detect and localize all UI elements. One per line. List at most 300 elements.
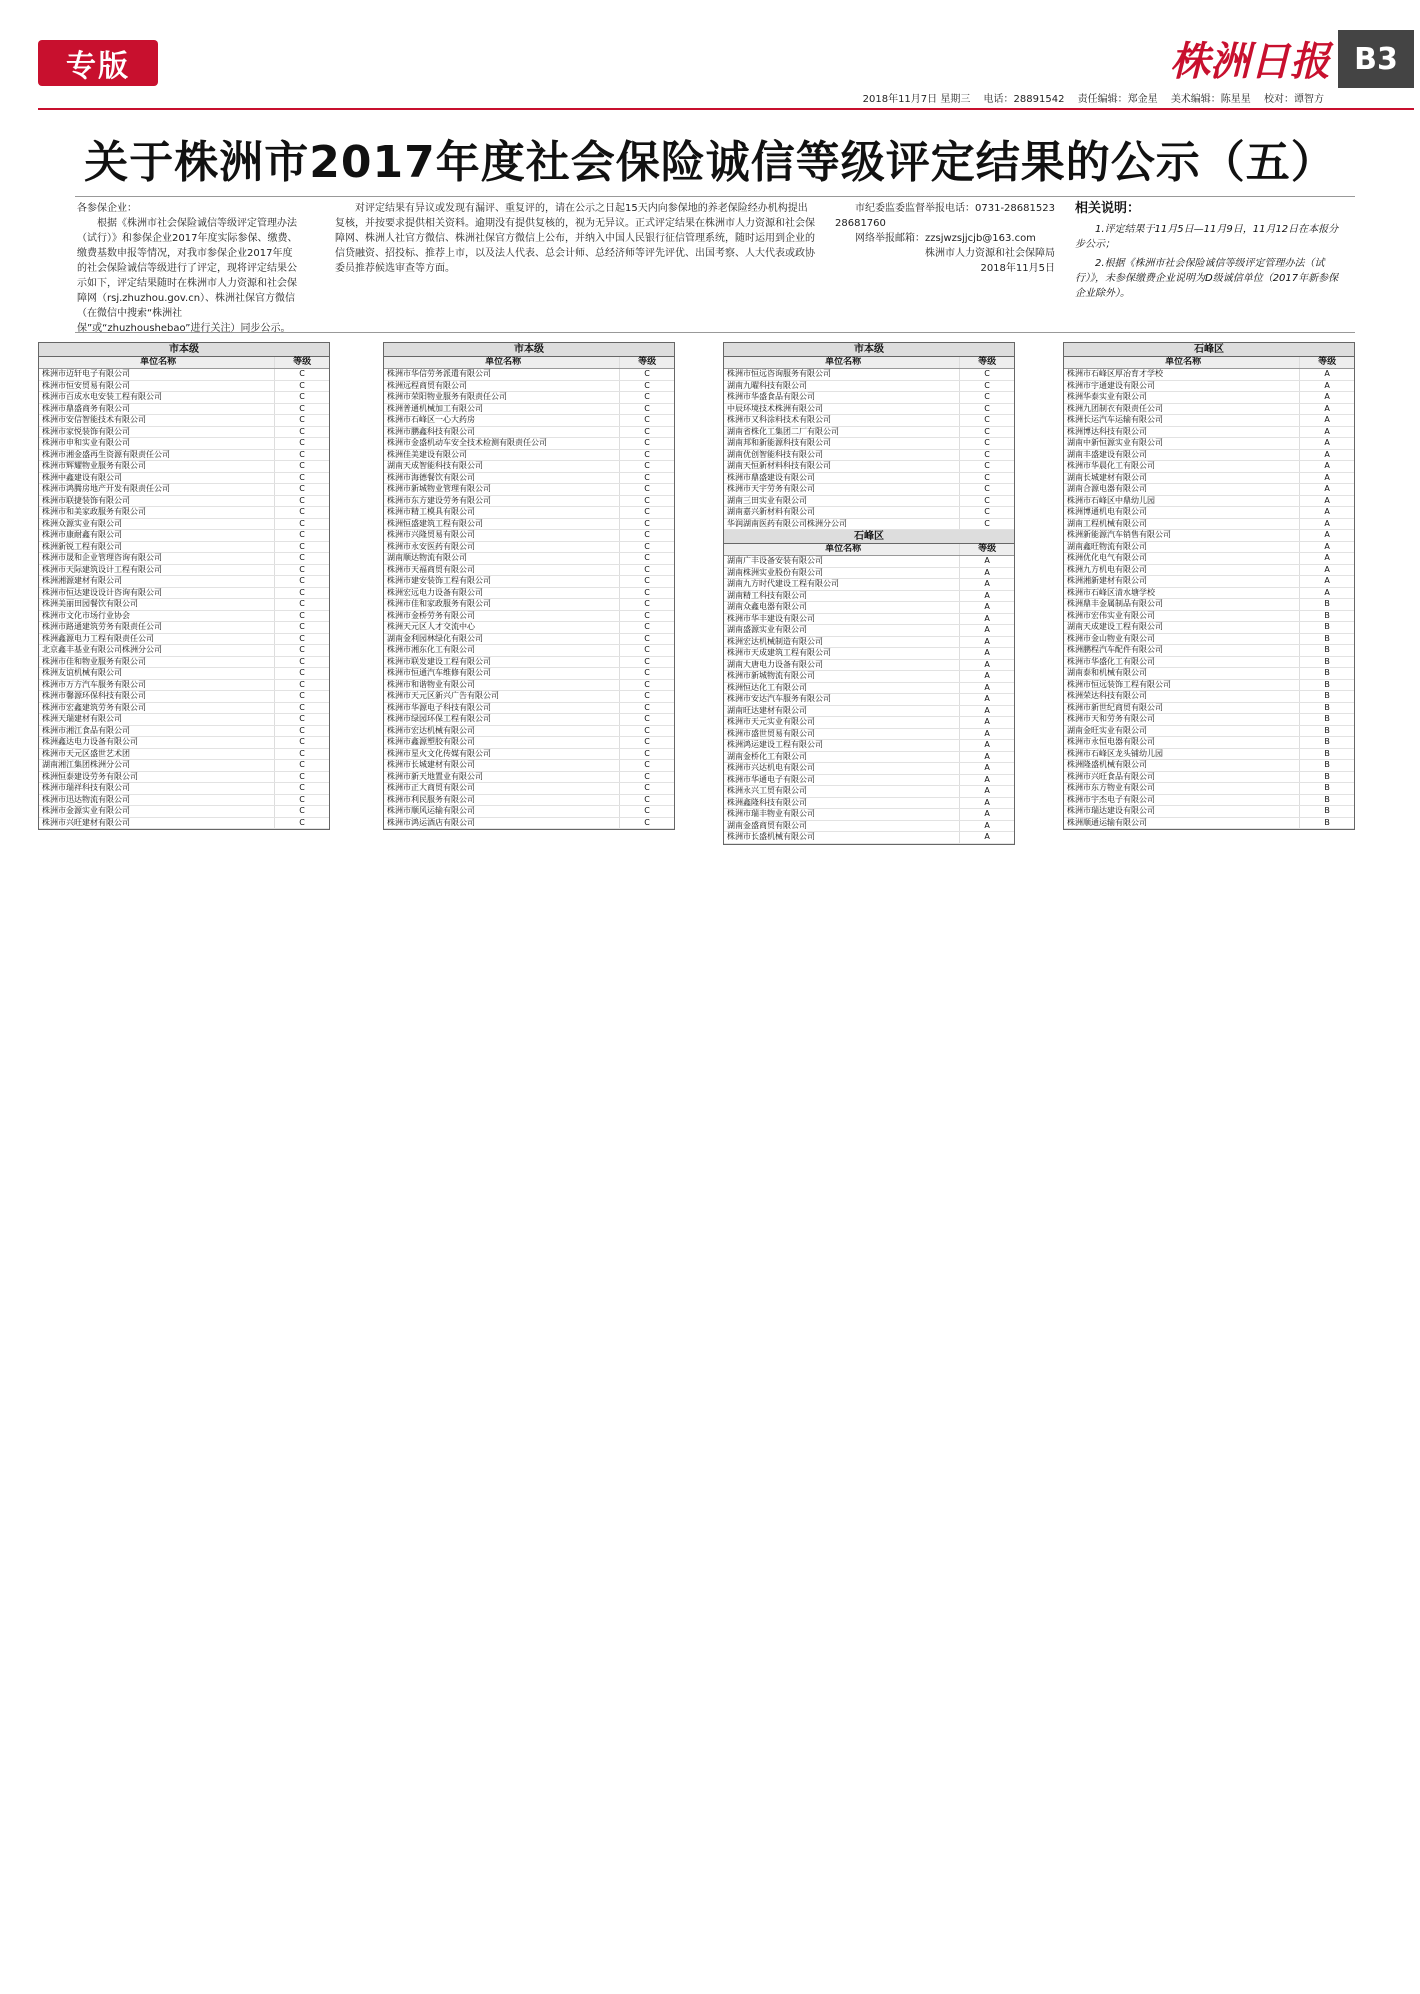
unit-name: 湖南合源电器有限公司 [1067, 484, 1147, 493]
unit-grade: B [1299, 599, 1354, 610]
unit-name: 株洲市佳和家政服务有限公司 [387, 599, 491, 608]
table-row [724, 614, 1014, 626]
unit-grade: C [619, 806, 674, 817]
unit-name: 株洲市宏达机械有限公司 [387, 725, 475, 735]
grade-table-column [723, 342, 1015, 845]
unit-name: 株洲宏达机械制造有限公司 [727, 636, 823, 646]
intro-section [75, 196, 1355, 333]
unit-grade: A [1299, 496, 1354, 507]
unit-name: 株洲市鑫源塑胶有限公司 [387, 737, 475, 746]
table-row [724, 473, 1014, 485]
table-row [1064, 795, 1354, 807]
unit-grade: C [959, 438, 1014, 449]
table-row [1064, 576, 1354, 588]
unit-grade: B [1299, 806, 1354, 817]
unit-name: 株洲市石峰区一心大药房 [387, 415, 475, 424]
table-row [1064, 588, 1354, 600]
unit-name: 株洲市金山物业有限公司 [1067, 633, 1155, 643]
unit-name: 株洲市华盛食品有限公司 [727, 392, 815, 401]
unit-name: 株洲市兴旺食品有限公司 [1067, 771, 1155, 781]
unit-grade: A [959, 568, 1014, 579]
table-row [1064, 634, 1354, 646]
unit-grade: A [959, 579, 1014, 590]
table-row [724, 694, 1014, 706]
table-row [724, 427, 1014, 439]
region-title: 市本级 [384, 343, 674, 357]
unit-grade: C [619, 703, 674, 714]
unit-name: 株洲市湘金盛再生资源有限责任公司 [42, 449, 170, 459]
unit-name: 株洲市天元区新兴广告有限公司 [387, 691, 499, 700]
table-row [384, 450, 674, 462]
unit-name: 株洲湘源建材有限公司 [42, 576, 122, 585]
table-header [39, 357, 329, 369]
unit-grade: C [274, 438, 329, 449]
unit-grade: A [959, 648, 1014, 659]
unit-name: 株洲市湘东化工有限公司 [387, 645, 475, 654]
unit-grade: A [1299, 392, 1354, 403]
unit-grade: C [959, 484, 1014, 495]
unit-name: 株洲市兴隆贸易有限公司 [387, 530, 475, 539]
unit-grade: C [274, 691, 329, 702]
section-badge: 专版 [38, 40, 158, 86]
table-row [724, 625, 1014, 637]
unit-name: 湖南丰盛建设有限公司 [1067, 449, 1147, 459]
region-title: 市本级 [39, 343, 329, 357]
page-header [0, 0, 1420, 115]
unit-grade: C [619, 645, 674, 656]
unit-name: 湖南顺达物流有限公司 [387, 553, 467, 562]
unit-grade: C [619, 691, 674, 702]
unit-name: 株洲天元区人才交流中心 [387, 622, 475, 631]
unit-name: 株洲市新城物业管理有限公司 [387, 484, 491, 493]
table-row [724, 729, 1014, 741]
unit-grade: C [274, 473, 329, 484]
unit-name: 湖南鑫旺物流有限公司 [1067, 541, 1147, 551]
table-row [1064, 760, 1354, 772]
table-row [1064, 737, 1354, 749]
unit-name: 株洲市安信智能技术有限公司 [42, 415, 146, 424]
table-row [39, 818, 329, 830]
header-grade: 等级 [959, 357, 1014, 368]
unit-grade: B [1299, 611, 1354, 622]
unit-grade: C [274, 714, 329, 725]
unit-grade: B [1299, 760, 1354, 771]
unit-grade: C [619, 484, 674, 495]
unit-name: 株洲市宇杰电子有限公司 [1067, 794, 1155, 804]
unit-name: 湖南精工科技有限公司 [727, 590, 807, 600]
unit-name: 株洲市新世纪商贸有限公司 [1067, 702, 1163, 712]
unit-grade: B [1299, 726, 1354, 737]
table-row [1064, 668, 1354, 680]
unit-grade: B [1299, 634, 1354, 645]
salutation: 各参保企业： [77, 203, 137, 214]
table-row [1064, 622, 1354, 634]
table-row [724, 381, 1014, 393]
table-row [384, 530, 674, 542]
unit-name: 湖南金桥化工有限公司 [727, 751, 807, 761]
table-row [1064, 726, 1354, 738]
header-grade: 等级 [1299, 357, 1354, 368]
table-row [1064, 749, 1354, 761]
unit-grade: A [1299, 461, 1354, 472]
issue-date: 2018年11月7日 星期三 [862, 94, 971, 105]
intro-column-1 [77, 201, 302, 336]
unit-grade: C [619, 404, 674, 415]
table-row [1064, 599, 1354, 611]
grade-table-column [1063, 342, 1355, 830]
unit-grade: C [619, 553, 674, 564]
unit-name: 株洲新能源汽车销售有限公司 [1067, 530, 1171, 539]
unit-name: 株洲市安达汽车服务有限公司 [727, 694, 831, 703]
table-row [39, 450, 329, 462]
unit-grade: C [274, 507, 329, 518]
unit-name: 株洲市金源实业有限公司 [42, 806, 130, 815]
table-row [724, 798, 1014, 810]
table-row [384, 726, 674, 738]
unit-name: 株洲华泰实业有限公司 [1067, 392, 1147, 401]
unit-grade: C [274, 760, 329, 771]
editor: 责任编辑：郑金星 [1077, 94, 1158, 105]
unit-grade: C [619, 772, 674, 783]
table-row [1064, 450, 1354, 462]
unit-grade: C [619, 565, 674, 576]
unit-name: 株洲市宏伟实业有限公司 [1067, 610, 1155, 620]
table-row [39, 461, 329, 473]
unit-name: 株洲市天成建筑工程有限公司 [727, 648, 831, 657]
unit-name: 株洲市宏鑫建筑劳务有限公司 [42, 702, 146, 712]
unit-grade: C [959, 427, 1014, 438]
table-row [384, 657, 674, 669]
unit-name: 株洲鑫达电力设备有限公司 [42, 737, 138, 746]
table-row [724, 579, 1014, 591]
unit-grade: C [274, 392, 329, 403]
table-row [724, 450, 1014, 462]
table-row [384, 737, 674, 749]
unit-name: 湖南泰和机械有限公司 [1067, 668, 1147, 677]
table-row [384, 680, 674, 692]
table-row [724, 648, 1014, 660]
signer: 株洲市人力资源和社会保障局 [925, 248, 1055, 259]
intro-column-3 [835, 201, 1055, 276]
table-row [39, 496, 329, 508]
unit-name: 株洲市华丰建设有限公司 [727, 613, 815, 623]
unit-grade: C [274, 496, 329, 507]
unit-name: 湖南省株化工集团二厂有限公司 [727, 426, 839, 436]
table-row [724, 809, 1014, 821]
table-row [384, 542, 674, 554]
table-row [724, 484, 1014, 496]
table-row [724, 415, 1014, 427]
unit-grade: B [1299, 714, 1354, 725]
unit-grade: C [619, 519, 674, 530]
table-row [1064, 461, 1354, 473]
table-row [384, 772, 674, 784]
table-row [1064, 657, 1354, 669]
unit-grade: A [1299, 427, 1354, 438]
table-row [39, 680, 329, 692]
unit-name: 湖南金盛商贸有限公司 [727, 820, 807, 830]
table-row [39, 369, 329, 381]
unit-grade: C [274, 680, 329, 691]
unit-grade: C [959, 404, 1014, 415]
unit-name: 株洲市天和劳务有限公司 [1067, 714, 1155, 723]
unit-grade: A [959, 683, 1014, 694]
table-row [1064, 415, 1354, 427]
unit-grade: C [274, 519, 329, 530]
unit-grade: C [619, 622, 674, 633]
table-row [384, 484, 674, 496]
unit-grade: C [274, 542, 329, 553]
unit-grade: B [1299, 622, 1354, 633]
unit-grade: A [959, 752, 1014, 763]
unit-grade: C [959, 369, 1014, 380]
note-item-1: 1.评定结果于11月5日—11月9日，11月12日在本报分步公示； [1075, 224, 1339, 250]
unit-grade: B [1299, 680, 1354, 691]
table-row [39, 737, 329, 749]
unit-name: 株洲天瑞建材有限公司 [42, 714, 122, 723]
unit-name: 株洲市建安装饰工程有限公司 [387, 576, 491, 585]
header-name: 单位名称 [140, 357, 177, 367]
table-row [724, 602, 1014, 614]
unit-name: 株洲顺通运输有限公司 [1067, 817, 1147, 827]
unit-grade: C [959, 507, 1014, 518]
unit-grade: A [959, 591, 1014, 602]
unit-grade: A [1299, 507, 1354, 518]
report-phone: 市纪委监委监督举报电话：0731-28681523 28681760 [835, 203, 1055, 229]
table-row [39, 703, 329, 715]
unit-grade: C [274, 645, 329, 656]
table-row [1064, 392, 1354, 404]
unit-name: 湖南广丰设备安装有限公司 [727, 556, 823, 565]
unit-name: 株洲市瑞祥科技有限公司 [42, 783, 130, 792]
intro-paragraph-1: 根据《株洲市社会保险诚信等级评定管理办法（试行）》和参保企业2017年度实际参保、缴费、缴费基数申报等情况，对我市参保企业2017年度的社会保险诚信等级进行了评定，现将评定结果公示如下，评定结果随时在株洲市人力资源和社会保障网（rsj.zhuzhou.gov.cn）、株洲社保官方微信（在微信中搜索“株洲社保”或“zhuzhoushebao”进行关注）同步公示。 [77, 218, 298, 334]
unit-name: 株洲市和美家政服务有限公司 [42, 507, 146, 516]
unit-name: 株洲市华通电子有限公司 [727, 774, 815, 784]
table-row [39, 657, 329, 669]
table-row [384, 645, 674, 657]
unit-name: 株洲市百成水电安装工程有限公司 [42, 392, 162, 401]
table-row [39, 795, 329, 807]
table-row [39, 588, 329, 600]
unit-grade: C [274, 795, 329, 806]
unit-grade: C [274, 450, 329, 461]
unit-grade: B [1299, 749, 1354, 760]
unit-grade: C [274, 381, 329, 392]
unit-name: 株洲市兴旺建材有限公司 [42, 817, 130, 827]
notes-title: 相关说明： [1075, 201, 1141, 216]
unit-grade: C [274, 484, 329, 495]
unit-grade: A [1299, 553, 1354, 564]
table-row [1064, 818, 1354, 830]
unit-name: 株洲市东方物业有限公司 [1067, 783, 1155, 792]
table-row [384, 668, 674, 680]
unit-grade: A [1299, 565, 1354, 576]
table-row [384, 703, 674, 715]
unit-name: 株洲佳美建设有限公司 [387, 449, 467, 459]
unit-grade: C [274, 611, 329, 622]
unit-name: 株洲市联发建设工程有限公司 [387, 656, 491, 666]
table-row [39, 622, 329, 634]
unit-name: 株洲鸿运建设工程有限公司 [727, 740, 823, 749]
table-row [384, 461, 674, 473]
table-row [1064, 565, 1354, 577]
table-row [384, 795, 674, 807]
unit-name: 株洲市宇通建设有限公司 [1067, 380, 1155, 390]
unit-name: 株洲市永安医药有限公司 [387, 541, 475, 551]
unit-name: 株洲市恒安贸易有限公司 [42, 380, 130, 390]
unit-name: 株洲市华信劳务派遣有限公司 [387, 369, 491, 378]
table-row [384, 760, 674, 772]
unit-name: 湖南中新恒源实业有限公司 [1067, 438, 1163, 447]
table-row [724, 568, 1014, 580]
unit-grade: C [274, 634, 329, 645]
unit-grade: A [1299, 404, 1354, 415]
table-row [384, 749, 674, 761]
unit-grade: C [619, 427, 674, 438]
table-row [39, 473, 329, 485]
table-row [724, 519, 1014, 531]
unit-grade: C [619, 576, 674, 587]
table-row [1064, 507, 1354, 519]
unit-grade: A [959, 798, 1014, 809]
table-row [39, 484, 329, 496]
unit-grade: C [274, 726, 329, 737]
region-title: 石峰区 [1064, 343, 1354, 357]
table-row [384, 576, 674, 588]
unit-grade: A [1299, 576, 1354, 587]
unit-grade: C [274, 622, 329, 633]
page-title: 关于株洲市2017年度社会保险诚信等级评定结果的公示（五） [84, 137, 1336, 188]
table-row [1064, 691, 1354, 703]
unit-grade: C [274, 415, 329, 426]
unit-grade: C [619, 737, 674, 748]
unit-grade: C [274, 599, 329, 610]
unit-name: 湖南金利园林绿化有限公司 [387, 633, 483, 643]
unit-grade: A [1299, 381, 1354, 392]
unit-grade: C [619, 599, 674, 610]
unit-grade: C [619, 760, 674, 771]
table-row [724, 392, 1014, 404]
unit-grade: C [619, 542, 674, 553]
table-row [39, 392, 329, 404]
unit-grade: C [274, 703, 329, 714]
header-name: 单位名称 [1165, 357, 1202, 367]
unit-grade: C [274, 783, 329, 794]
unit-name: 株洲市新天地置业有限公司 [387, 771, 483, 781]
table-row [1064, 530, 1354, 542]
unit-name: 株洲市天际建筑设计工程有限公司 [42, 564, 162, 574]
unit-grade: C [619, 415, 674, 426]
table-row [724, 461, 1014, 473]
unit-grade: B [1299, 772, 1354, 783]
unit-grade: A [959, 614, 1014, 625]
unit-name: 株洲市精工模具有限公司 [387, 507, 475, 516]
table-row [1064, 714, 1354, 726]
unit-name: 株洲市鹏鑫科技有限公司 [387, 426, 475, 436]
unit-grade: C [274, 749, 329, 760]
unit-name: 株洲市迈轩电子有限公司 [42, 369, 130, 378]
unit-name: 株洲市绿园环保工程有限公司 [387, 714, 491, 723]
unit-name: 湖南天成智能科技有限公司 [387, 461, 483, 470]
table-row [724, 786, 1014, 798]
table-row [384, 404, 674, 416]
table-row [39, 553, 329, 565]
art-editor: 美术编辑：陈星星 [1170, 94, 1251, 105]
unit-grade: C [959, 473, 1014, 484]
unit-grade: C [619, 381, 674, 392]
unit-name: 湖南三田实业有限公司 [727, 495, 807, 505]
unit-name: 株洲市家悦装饰有限公司 [42, 426, 130, 436]
table-row [384, 599, 674, 611]
unit-grade: C [274, 818, 329, 829]
unit-grade: C [619, 438, 674, 449]
unit-name: 湖南嘉兴新材料有限公司 [727, 507, 815, 516]
table-row [724, 740, 1014, 752]
unit-name: 株洲市康耐鑫有限公司 [42, 530, 122, 539]
unit-name: 株洲市瑞达建设有限公司 [1067, 806, 1155, 815]
unit-name: 株洲市华源电子科技有限公司 [387, 702, 491, 712]
table-row [39, 415, 329, 427]
unit-grade: C [274, 553, 329, 564]
table-row [384, 714, 674, 726]
unit-grade: C [619, 496, 674, 507]
unit-name: 株洲市天福商贸有限公司 [387, 564, 475, 574]
unit-grade: A [1299, 369, 1354, 380]
table-row [724, 507, 1014, 519]
table-row [384, 611, 674, 623]
unit-name: 湖南九方时代建设工程有限公司 [727, 579, 839, 588]
unit-name: 株洲市辉耀物业服务有限公司 [42, 461, 146, 470]
table-row [39, 668, 329, 680]
unit-name: 湖南工程机械有限公司 [1067, 518, 1147, 528]
unit-name: 株洲市晟和企业管理咨询有限公司 [42, 553, 162, 562]
unit-grade: C [959, 496, 1014, 507]
unit-name: 株洲博达科技有限公司 [1067, 426, 1147, 436]
unit-grade: C [959, 519, 1014, 530]
table-row [1064, 484, 1354, 496]
table-row [1064, 438, 1354, 450]
header-name: 单位名称 [485, 357, 522, 367]
unit-grade: A [1299, 588, 1354, 599]
unit-name: 株洲市天元区盛世艺术团 [42, 748, 130, 758]
unit-name: 湖南众鑫电器有限公司 [727, 602, 807, 611]
newspaper-logo: 株洲日报 [1170, 38, 1330, 85]
table-row [39, 404, 329, 416]
table-row [384, 634, 674, 646]
unit-name: 株洲隆盛机械有限公司 [1067, 760, 1147, 769]
unit-name: 株洲市盛世贸易有限公司 [727, 728, 815, 738]
table-row [724, 660, 1014, 672]
unit-name: 株洲友谊机械有限公司 [42, 668, 122, 677]
unit-grade: A [959, 717, 1014, 728]
table-row [39, 760, 329, 772]
unit-name: 湖南天恒新材料科技有限公司 [727, 461, 831, 470]
unit-grade: A [959, 763, 1014, 774]
table-row [384, 473, 674, 485]
unit-grade: C [959, 381, 1014, 392]
page-number: B3 [1338, 30, 1414, 88]
unit-grade: A [959, 786, 1014, 797]
table-row [384, 369, 674, 381]
unit-grade: C [274, 565, 329, 576]
table-row [1064, 680, 1354, 692]
header-rule [38, 108, 1414, 110]
header-grade: 等级 [959, 544, 1014, 555]
unit-grade: A [1299, 438, 1354, 449]
unit-name: 株洲美丽田园餐饮有限公司 [42, 599, 138, 608]
table-row [1064, 519, 1354, 531]
unit-grade: A [959, 729, 1014, 740]
